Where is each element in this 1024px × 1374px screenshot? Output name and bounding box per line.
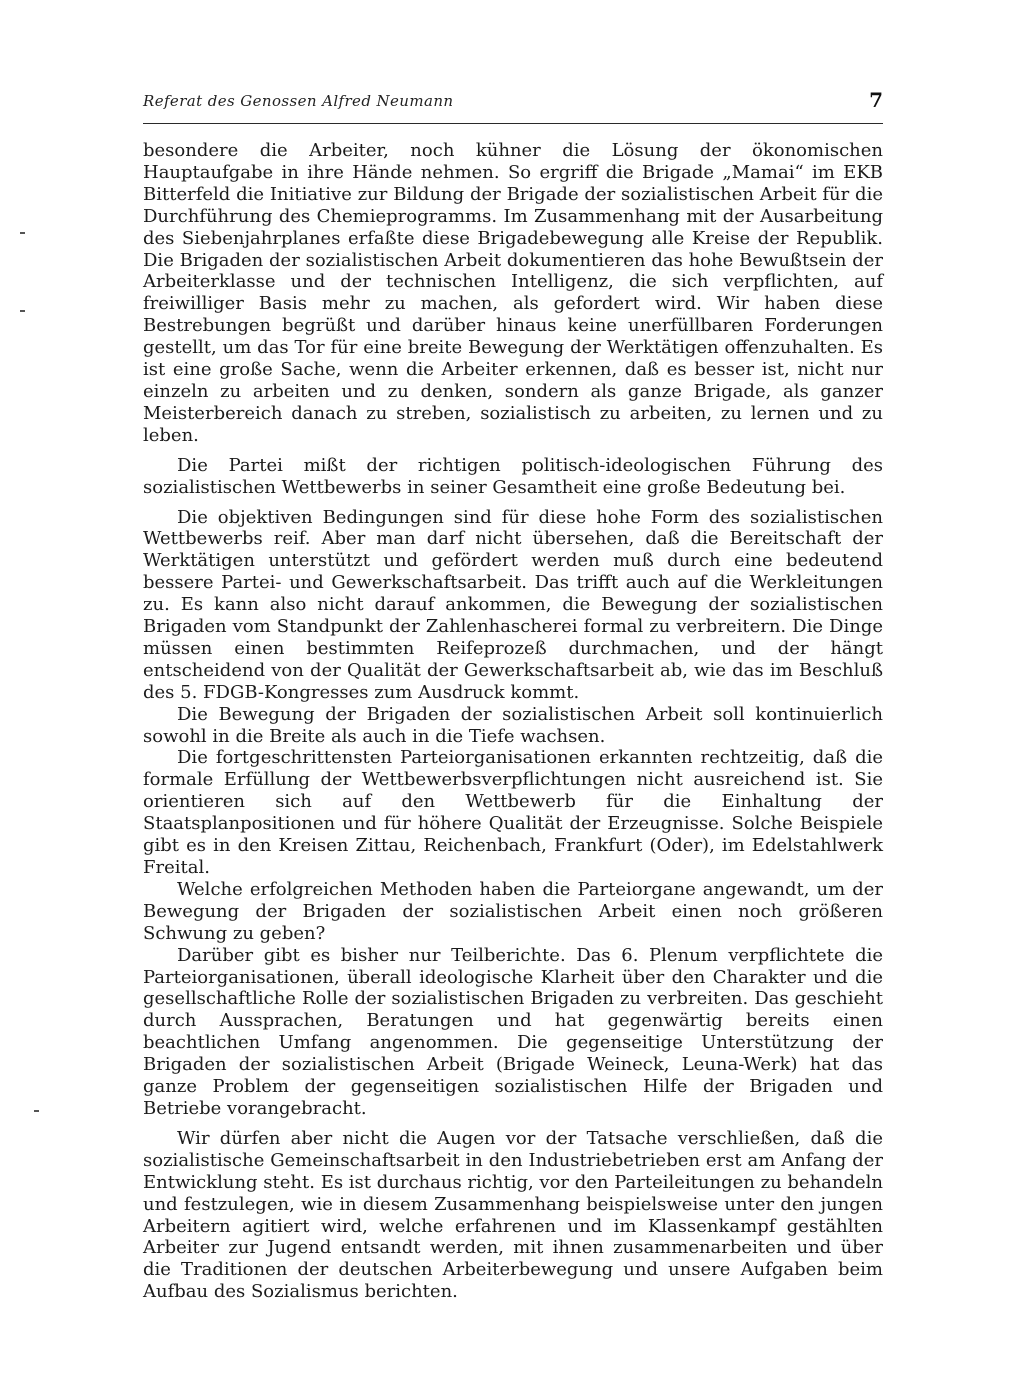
body-text — [143, 140, 883, 1303]
paragraph: Wir dürfen aber nicht die Augen vor der Tatsache verschließen, daß die sozialistische Gemeinschaftsarbeit in den Industriebetrieben erst am Anfang der Entwicklung steht. Es ist durchaus richtig, vor den Parteileitungen zu behandeln und festzulegen, wie in diesem Zusammenhang beispielsweise unter den jungen Arbeitern agitiert wird, welche erfahrenen und im Klassenkampf gestählten Arbeiter zur Jugend entsandt werden, mit ihnen zusammenarbeiten und über die Traditionen der deutschen Arbeiterbewegung und unsere Aufgaben beim Aufbau des Sozialismus berichten. — [143, 1127, 884, 1303]
header-rule — [143, 123, 883, 124]
scan-margin-mark — [20, 232, 25, 234]
scan-margin-mark — [20, 310, 25, 312]
paragraph: Die Bewegung der Brigaden der sozialistischen Arbeit soll kontinuierlich sowohl in die Breite als auch in die Tiefe wachsen. — [143, 703, 883, 747]
paragraph: Die Partei mißt der richtigen politisch-ideologischen Führung des sozialistischen Wettbewerbs in seiner Gesamtheit eine große Bedeutung bei. — [143, 454, 883, 498]
paragraph: Darüber gibt es bisher nur Teilberichte. Das 6. Plenum verpflichtete die Parteiorganisationen, überall ideologische Klarheit über den Charakter und die gesellschaftliche Rolle der sozialistischen Brigaden zu verbreiten. Das geschieht durch Aussprachen, Beratungen und hat gegenwärtig bereits einen beachtlichen Umfang angenommen. Die gegenseitige Unterstützung der Brigaden der sozialistischen Arbeit (Brigade Weineck, Leuna-Werk) hat das ganze Problem der gegenseitigen sozialistischen Hilfe der Brigaden und Betriebe vorangebracht. — [143, 944, 883, 1119]
page-header — [143, 90, 883, 122]
paragraph: Die objektiven Bedingungen sind für diese hohe Form des sozialistischen Wettbewerbs reif. Aber man darf nicht übersehen, daß die Bereitschaft der Werktätigen unterstützt und gefördert werden muß durch eine bedeutend bessere Partei- und Gewerkschaftsarbeit. Das trifft auch auf die Werkleitungen zu. Es kann also nicht darauf ankommen, die Bewegung der sozialistischen Brigaden vom Standpunkt der Zahlenhascherei formal zu verbreitern. Die Dinge müssen einen bestimmten Reifeprozeß durchmachen, und der hängt entscheidend von der Qualität der Gewerkschaftsarbeit ab, wie das im Beschluß des 5. FDGB-Kongresses zum Ausdruck kommt. — [143, 506, 883, 703]
scan-margin-mark — [34, 1110, 39, 1112]
running-head: Referat des Genossen Alfred Neumann — [143, 92, 454, 110]
paragraph: Die fortgeschrittensten Parteiorganisationen erkannten rechtzeitig, daß die formale Erfüllung der Wettbewerbsverpflichtungen nicht ausreichend ist. Sie orientieren sich auf den Wettbewerb für die Einhaltung der Staatsplanpositionen und für höhere Qualität der Erzeugnisse. Solche Beispiele gibt es in den Kreisen Zittau, Reichenbach, Frankfurt (Oder), im Edelstahlwerk Freital. — [143, 747, 883, 878]
page-number: 7 — [869, 88, 883, 112]
paragraph: Welche erfolgreichen Methoden haben die Parteiorgane angewandt, um der Bewegung der Brigaden der sozialistischen Arbeit einen noch größeren Schwung zu geben? — [143, 878, 883, 944]
paragraph: besondere die Arbeiter, noch kühner die Lösung der ökonomischen Hauptaufgabe in ihre Hände nehmen. So ergriff die Brigade „Mamai“ im EKB Bitterfeld die Initiative zur Bildung der Brigade der sozialistischen Arbeit für die Durchführung des Chemieprogramms. Im Zusammenhang mit der Ausarbeitung des Siebenjahrplanes erfaßte diese Brigadebewegung alle Kreise der Republik. Die Brigaden der sozialistischen Arbeit dokumentieren das hohe Bewußtsein der Arbeiterklasse und der technischen Intelligenz, die sich verpflichten, auf freiwilliger Basis mehr zu machen, als gefordert wird. Wir haben diese Bestrebungen begrüßt und darüber hinaus keine unerfüllbaren Forderungen gestellt, um das Tor für eine breite Bewegung der Werktätigen offenzuhalten. Es ist eine große Sache, wenn die Arbeiter erkennen, daß es besser ist, nicht nur einzeln zu arbeiten und zu denken, sondern als ganze Brigade, als ganzer Meisterbereich danach zu streben, sozialistisch zu arbeiten, zu lernen und zu leben. — [143, 140, 883, 446]
